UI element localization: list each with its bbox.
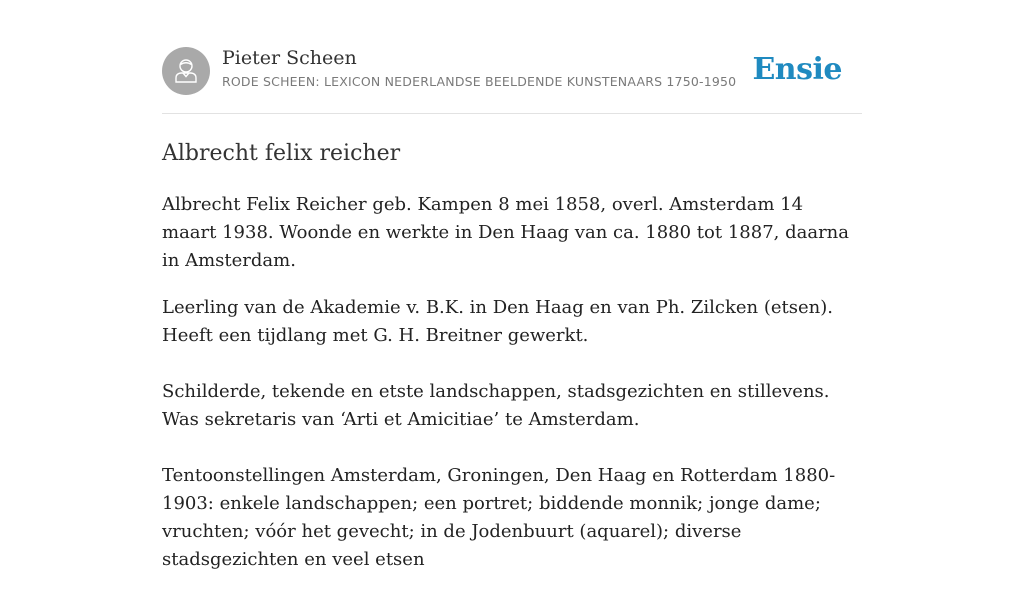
entry-header <box>162 0 862 114</box>
entry-paragraph: Leerling van de Akademie v. B.K. in Den Haag en van Ph. Zilcken (etsen). Heeft een tijdlang met G. H. Breitner gewerkt. Schilderde, tekende en etste landschappen, stadsgezichten en stillevens. Was sekretaris van ‘Arti et Amicitiae’ te Amsterdam. Tentoonstellingen Amsterdam, Groningen, Den Haag en Rotterdam 1880-1903: enkele landschappen; een portret; biddende monnik; jonge dame; vruchten; vóór het gevecht; in de Jodenbuurt (aquarel); diverse stadsgezichten en veel etsen <box>162 297 836 570</box>
user-icon <box>162 47 210 95</box>
entry-content <box>162 191 862 574</box>
ensie-logo[interactable]: Ensie <box>752 52 842 87</box>
author-name[interactable]: Pieter Scheen <box>222 47 357 69</box>
avatar[interactable] <box>162 47 210 95</box>
author-block <box>222 45 782 89</box>
entry-paragraph: Albrecht Felix Reicher geb. Kampen 8 mei 1858, overl. Amsterdam 14 maart 1938. Woonde en werkte in Den Haag van ca. 1880 tot 1887, daarna in Amsterdam. <box>162 194 849 271</box>
source-title[interactable]: RODE SCHEEN: LEXICON NEDERLANDSE BEELDENDE KUNSTENAARS 1750-1950 <box>222 74 737 89</box>
entry-page <box>162 0 862 593</box>
entry-title: Albrecht felix reicher <box>162 141 401 166</box>
